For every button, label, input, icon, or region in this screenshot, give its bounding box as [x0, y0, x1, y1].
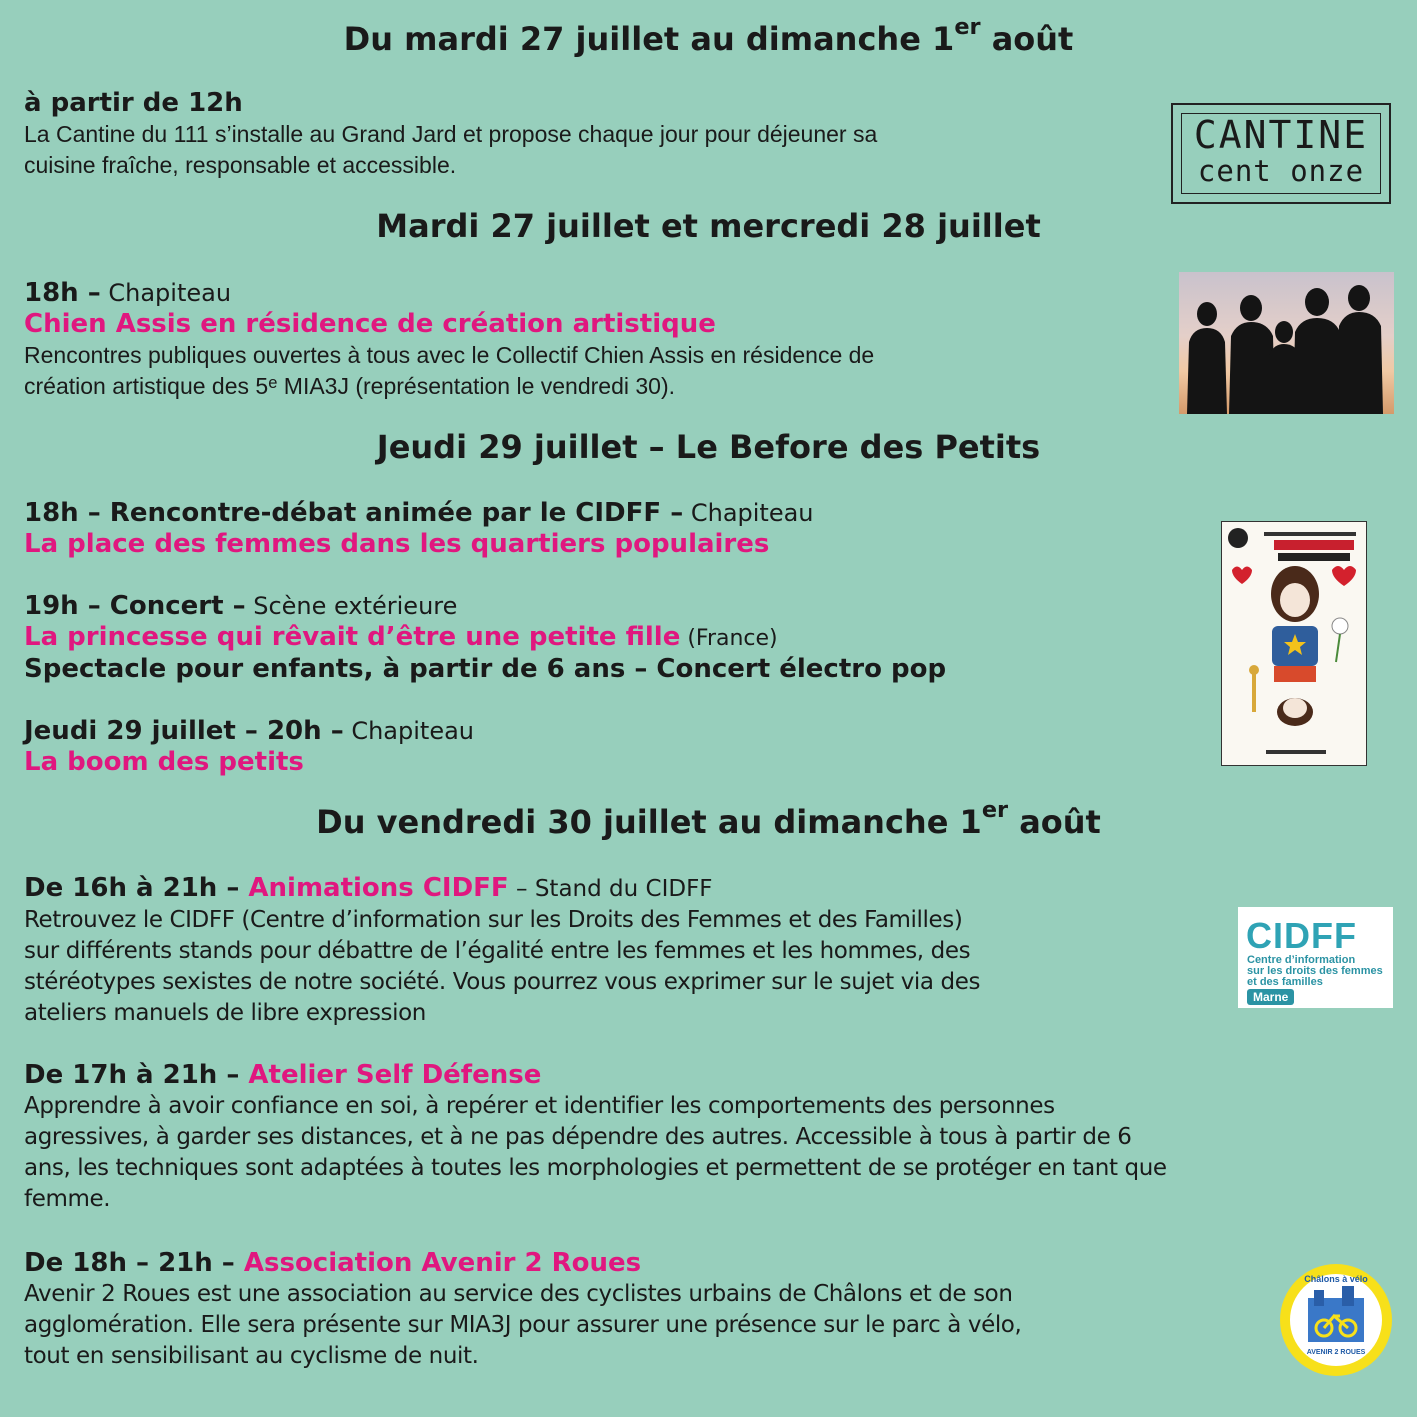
event-desc-line: sur différents stands pour débattre de l’égalité entre les femmes et les hommes, des	[24, 938, 971, 964]
event-time: Jeudi 29 juillet – 20h –	[24, 716, 344, 746]
cidff-logo-name: CIDFF	[1246, 915, 1357, 956]
event-cantine	[24, 88, 877, 181]
event-desc-line: tout en sensibilisant au cyclisme de nuit.	[24, 1343, 479, 1369]
event-desc-line: femme.	[24, 1186, 111, 1212]
event-time: De 17h à 21h –	[24, 1060, 240, 1090]
event-animations-cidff	[24, 873, 980, 1029]
cantine-logo-line2: cent onze	[1197, 154, 1365, 188]
event-avenir-2-roues	[24, 1248, 1021, 1372]
event-venue: – Stand du CIDFF	[508, 876, 713, 902]
event-title: Chien Assis en résidence de création artistique	[24, 309, 716, 339]
event-concert	[24, 591, 946, 685]
cidff-logo-line: et des familles	[1247, 976, 1323, 988]
velo-logo-bottom: AVENIR 2 ROUES	[1306, 1349, 1366, 1356]
event-desc-line: Rencontres publiques ouvertes à tous avec le Collectif Chien Assis en résidence de	[24, 342, 875, 368]
event-desc-line: cuisine fraîche, responsable et accessible.	[24, 152, 457, 178]
cidff-logo-line: Centre d’information	[1247, 954, 1356, 966]
cidff-logo-badge: Marne	[1247, 989, 1294, 1005]
velo-logo-top: Châlons à vélo	[1304, 1274, 1368, 1284]
event-time: 18h – Rencontre-débat animée par le CIDFF –	[24, 498, 684, 528]
event-title: La princesse qui rêvait d’être une petite fille	[24, 622, 681, 652]
event-title: Animations CIDFF	[239, 873, 509, 903]
heading-section-4: Du vendredi 30 juillet au dimanche 1er août	[316, 797, 1101, 841]
event-time: De 18h – 21h –	[24, 1248, 235, 1278]
event-desc-line: La Cantine du 111 s’installe au Grand Jard et propose chaque jour pour déjeuner sa	[24, 121, 878, 147]
event-venue: Scène extérieure	[245, 592, 458, 620]
event-chien-assis	[24, 278, 874, 402]
event-desc-line: Avenir 2 Roues est une association au service des cyclistes urbains de Châlons et de son	[24, 1281, 1013, 1307]
cantine-logo-line1: CANTINE	[1193, 113, 1369, 157]
princesse-poster	[1221, 521, 1367, 766]
heading-section-3: Jeudi 29 juillet – Le Before des Petits	[376, 428, 1041, 466]
event-boom	[24, 716, 474, 778]
event-time: à partir de 12h	[24, 88, 243, 118]
cidff-logo	[1238, 907, 1393, 1008]
event-venue: Chapiteau	[343, 717, 475, 745]
heading-section-1: Du mardi 27 juillet au dimanche 1er août	[343, 14, 1074, 58]
event-debat	[24, 498, 814, 560]
cantine-logo	[1171, 103, 1391, 204]
event-desc-line: stéréotypes sexistes de notre société. Vous pourrez vous exprimer sur le sujet via des	[24, 969, 981, 995]
event-title: Association Avenir 2 Roues	[234, 1248, 642, 1278]
event-desc-line: agglomération. Elle sera présente sur MIA3J pour assurer une présence sur le parc à vélo,	[24, 1312, 1022, 1338]
event-country: (France)	[680, 626, 778, 651]
cidff-logo-line: sur les droits des femmes	[1247, 965, 1383, 977]
avenir-2-roues-logo	[1278, 1262, 1394, 1378]
event-desc-line: ans, les techniques sont adaptées à toutes les morphologies et permettent de se protéger en tant que	[24, 1155, 1167, 1181]
event-desc-line: agressives, à garder ses distances, et à ne pas dépendre des autres. Accessible à tous à partir de 6	[24, 1124, 1132, 1150]
event-self-defense	[24, 1060, 1167, 1215]
event-title: La place des femmes dans les quartiers populaires	[24, 529, 770, 559]
event-desc-line: Retrouvez le CIDFF (Centre d’information sur les Droits des Femmes et des Familles)	[24, 907, 963, 933]
event-time: 18h –	[24, 278, 101, 308]
event-desc-line: Apprendre à avoir confiance en soi, à repérer et identifier les comportements des personnes	[24, 1093, 1055, 1119]
event-time: De 16h à 21h –	[24, 873, 240, 903]
band-photo	[1179, 272, 1394, 414]
event-time: 19h – Concert –	[24, 591, 246, 621]
event-desc-line: ateliers manuels de libre expression	[24, 1000, 426, 1026]
heading-section-2: Mardi 27 juillet et mercredi 28 juillet	[376, 207, 1041, 245]
event-title: La boom des petits	[24, 747, 304, 777]
event-venue: Chapiteau	[100, 279, 232, 307]
event-desc-line: création artistique des 5e MIA3J (représentation le vendredi 30).	[24, 373, 675, 399]
event-title: Atelier Self Défense	[239, 1060, 542, 1090]
event-venue: Chapiteau	[683, 499, 814, 527]
event-desc: Spectacle pour enfants, à partir de 6 ans – Concert électro pop	[24, 654, 947, 684]
